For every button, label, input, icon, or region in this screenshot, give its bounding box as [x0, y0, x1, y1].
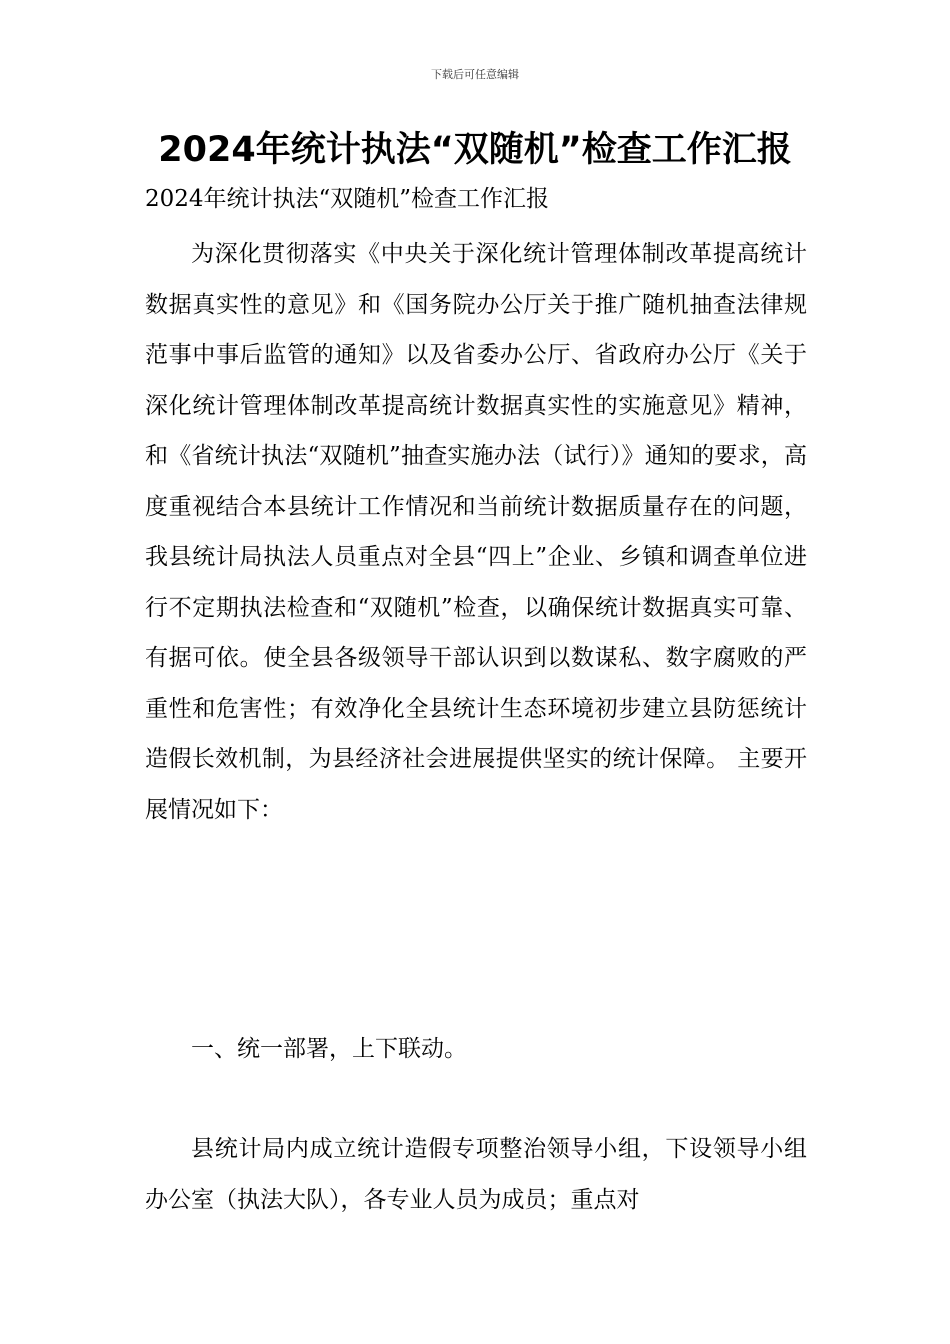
document-subtitle: 2024年统计执法“双随机”检查工作汇报	[145, 186, 550, 212]
document-title: 2024年统计执法“双随机”检查工作汇报	[158, 130, 792, 170]
intro-paragraph: 为深化贯彻落实《中央关于深化统计管理体制改革提高统计数据真实性的意见》和《国务院办公厅关于推广随机抽查法律规范事中事后监管的通知》以及省委办公厅、省政府办公厅《关于深化统计管理体制改革提高统计数据真实性的实施意见》精神，和《省统计执法“双随机”抽查实施办法（试行）》通知的要求，高度重视结合本县统计工作情况和当前统计数据质量存在的问题，我县统计局执法人员重点对全县“四上”企业、乡镇和调查单位进行不定期执法检查和“双随机”检查，以确保统计数据真实可靠、有据可依。使全县各级领导干部认识到以数谋私、数字腐败的严重性和危害性；有效净化全县统计生态环境初步建立县防惩统计造假长效机制，为县经济社会进展提供坚实的统计保障。 主要开展情况如下：	[145, 241, 807, 823]
section-1-paragraph: 县统计局内成立统计造假专项整治领导小组，下设领导小组办公室（执法大队），各专业人员为成员；重点对	[145, 1136, 807, 1213]
section-1-heading: 一、统一部署，上下联动。	[191, 1036, 467, 1062]
header-note: 下载后可任意编辑	[431, 68, 519, 81]
